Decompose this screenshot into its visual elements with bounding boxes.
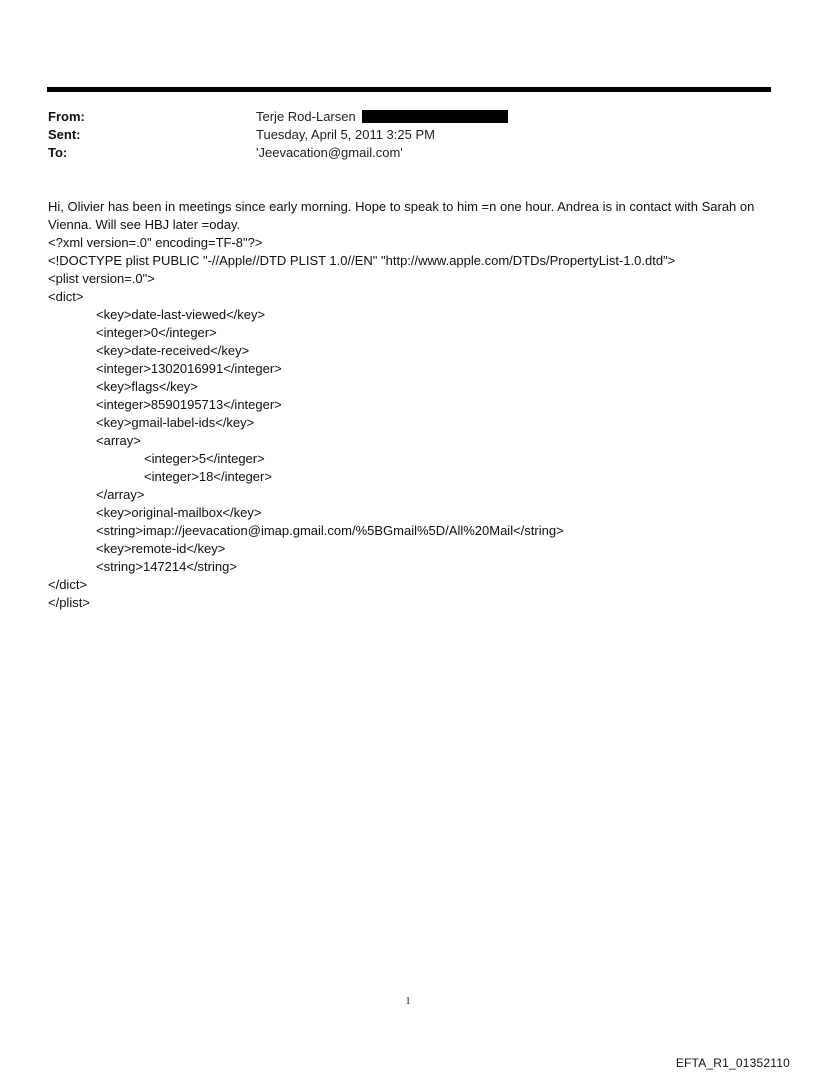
email-header	[48, 108, 768, 162]
plist-line: <key>gmail-label-ids</key>	[96, 415, 255, 430]
to-label: To:	[48, 145, 68, 160]
email-body	[48, 198, 770, 612]
plist-line: <key>remote-id</key>	[96, 541, 226, 556]
plist-line: <string>imap://jeevacation@imap.gmail.com/%5BGmail%5D/All%20Mail</string>	[96, 523, 564, 538]
sent-label: Sent:	[48, 127, 81, 142]
plist-line: <integer>0</integer>	[96, 325, 217, 340]
plist-line: </dict>	[48, 577, 88, 592]
plist-line: <string>147214</string>	[96, 559, 237, 574]
plist-line: <dict>	[48, 289, 84, 304]
plist-line: </plist>	[48, 595, 90, 610]
plist-line: <?xml version=.0" encoding=TF-8"?>	[48, 235, 263, 250]
page-number: 1	[405, 996, 411, 1007]
plist-line: <key>date-received</key>	[96, 343, 250, 358]
bates-number: EFTA_R1_01352110	[675, 1056, 790, 1070]
plist-line: <key>flags</key>	[96, 379, 198, 394]
message-paragraph: Hi, Olivier has been in meetings since early morning. Hope to speak to him =n one hour. Andrea is in contact with Sarah on Vienna. Will see HBJ later =oday.	[48, 199, 755, 232]
plist-line: <plist version=.0">	[48, 271, 155, 286]
from-row	[48, 108, 768, 126]
plist-line: <integer>18</integer>	[144, 469, 272, 484]
plist-block	[48, 234, 770, 612]
sent-row	[48, 126, 768, 144]
plist-line: <key>date-last-viewed</key>	[96, 307, 266, 322]
header-divider	[47, 87, 771, 92]
plist-line: <integer>8590195713</integer>	[96, 397, 282, 412]
plist-line: </array>	[96, 487, 145, 502]
from-label: From:	[48, 109, 85, 124]
plist-line: <integer>5</integer>	[144, 451, 265, 466]
redaction-block	[362, 110, 508, 123]
from-value	[256, 108, 508, 126]
plist-line: <integer>1302016991</integer>	[96, 361, 282, 376]
to-value: 'Jeevacation@gmail.com'	[256, 145, 403, 160]
plist-line: <array>	[96, 433, 141, 448]
plist-line: <key>original-mailbox</key>	[96, 505, 262, 520]
sent-value: Tuesday, April 5, 2011 3:25 PM	[256, 127, 435, 142]
from-sender-name: Terje Rod-Larsen	[256, 109, 356, 124]
to-row	[48, 144, 768, 162]
plist-line: <!DOCTYPE plist PUBLIC "-//Apple//DTD PLIST 1.0//EN" "http://www.apple.com/DTDs/PropertyList-1.0.dtd">	[48, 253, 676, 268]
